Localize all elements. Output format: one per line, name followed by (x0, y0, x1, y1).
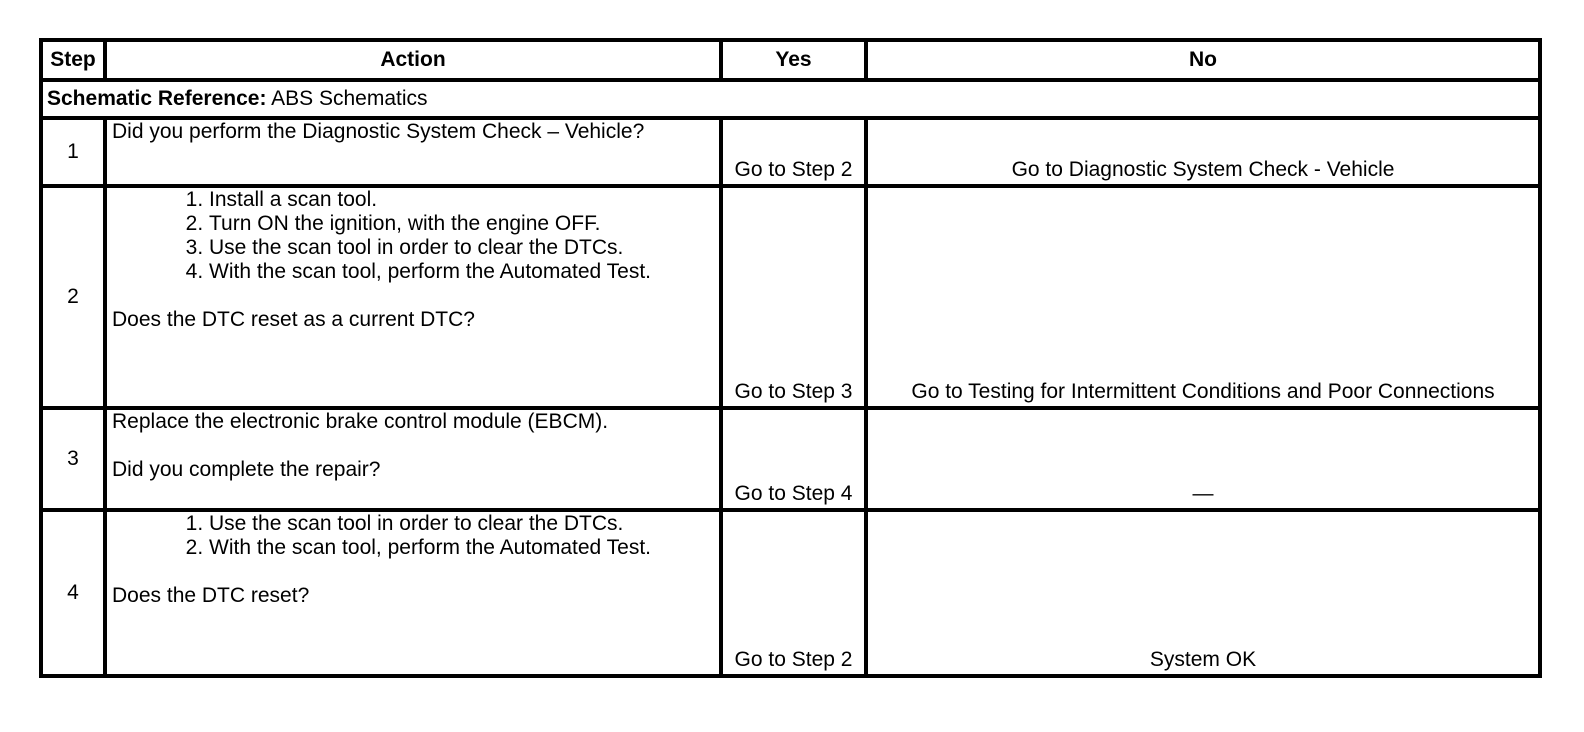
schematic-reference-label: Schematic Reference: (47, 87, 267, 110)
instruction-item: 4. With the scan tool, perform the Automated Test. (209, 260, 714, 284)
action-instruction: Replace the electronic brake control module (EBCM). (112, 410, 609, 433)
action-cell (105, 118, 721, 186)
action-cell (105, 510, 721, 676)
header-yes: Yes (721, 40, 866, 80)
spacer (112, 434, 714, 458)
spacer (112, 284, 714, 308)
header-no: No (866, 40, 1540, 80)
step-number: 2 (41, 186, 105, 408)
table-row (41, 408, 1540, 510)
action-question: Does the DTC reset? (112, 584, 310, 607)
yes-cell: Go to Step 2 (721, 510, 866, 676)
schematic-reference-value: ABS Schematics (271, 87, 428, 110)
instruction-list (112, 512, 714, 560)
table-header-row (41, 40, 1540, 80)
no-cell: Go to Diagnostic System Check - Vehicle (866, 118, 1540, 186)
instruction-item: 1. Install a scan tool. (209, 188, 714, 212)
instruction-item: 2. With the scan tool, perform the Automated Test. (209, 536, 714, 560)
instruction-item: 3. Use the scan tool in order to clear the DTCs. (209, 236, 714, 260)
no-cell: System OK (866, 510, 1540, 676)
table-row (41, 118, 1540, 186)
yes-cell: Go to Step 2 (721, 118, 866, 186)
table-row (41, 186, 1540, 408)
diagnostic-table-container (39, 38, 1538, 678)
instruction-item: 1. Use the scan tool in order to clear the DTCs. (209, 512, 714, 536)
action-cell (105, 186, 721, 408)
no-cell: — (866, 408, 1540, 510)
no-cell: Go to Testing for Intermittent Conditions and Poor Connections (866, 186, 1540, 408)
action-question: Did you perform the Diagnostic System Check – Vehicle? (112, 120, 645, 143)
table-row (41, 510, 1540, 676)
instruction-item: 2. Turn ON the ignition, with the engine OFF. (209, 212, 714, 236)
spacer (112, 560, 714, 584)
action-question: Does the DTC reset as a current DTC? (112, 308, 475, 331)
action-cell (105, 408, 721, 510)
header-step: Step (41, 40, 105, 80)
schematic-reference (41, 80, 1540, 118)
step-number: 4 (41, 510, 105, 676)
step-number: 1 (41, 118, 105, 186)
schematic-reference-row (41, 80, 1540, 118)
instruction-list (112, 188, 714, 284)
action-question: Did you complete the repair? (112, 458, 381, 481)
diagnostic-table (39, 38, 1542, 678)
yes-cell: Go to Step 3 (721, 186, 866, 408)
header-action: Action (105, 40, 721, 80)
step-number: 3 (41, 408, 105, 510)
yes-cell: Go to Step 4 (721, 408, 866, 510)
